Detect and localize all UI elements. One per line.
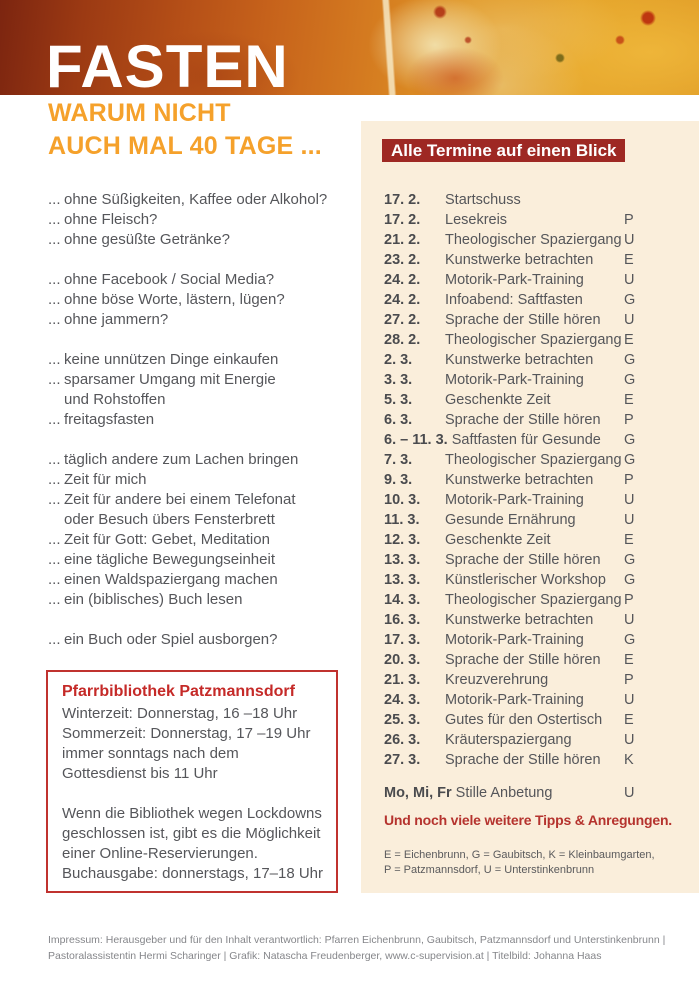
schedule-row (384, 410, 646, 430)
schedule-rows (384, 190, 646, 770)
idea-line (48, 350, 364, 370)
ellipsis-prefix: ... (48, 191, 61, 208)
schedule-date: 6. 3. (384, 412, 413, 428)
schedule-date: 26. 3. (384, 732, 421, 748)
idea-text: ohne jammern? (64, 311, 169, 328)
idea-text: Zeit für Gott: Gebet, Meditation (64, 531, 270, 548)
idea-text: und Rohstoffen (64, 391, 166, 408)
schedule-event: Motorik-Park-Training (445, 632, 584, 648)
idea-line (48, 290, 364, 310)
weekly-event: Stille Anbetung (455, 785, 553, 801)
schedule-event: Künstlerischer Workshop (445, 572, 606, 588)
schedule-row (384, 390, 646, 410)
ellipsis-prefix: ... (48, 371, 61, 388)
schedule-event: Theologischer Spaziergang (445, 452, 622, 468)
schedule-location: G (624, 632, 636, 648)
schedule-location: U (624, 232, 635, 248)
library-box (46, 670, 338, 893)
schedule-location: P (624, 212, 634, 228)
schedule-date: 21. 3. (384, 672, 421, 688)
schedule-row (384, 510, 646, 530)
schedule-location: G (624, 572, 636, 588)
schedule-location: U (624, 512, 635, 528)
schedule-event: Theologischer Spaziergang (445, 232, 622, 248)
ellipsis-prefix: ... (48, 411, 61, 428)
library-line: einer Online-Reservierungen. (62, 845, 258, 862)
schedule-location: U (624, 312, 635, 328)
legend-line-2: P = Patzmannsdorf, U = Unterstinkenbrunn (384, 864, 595, 876)
schedule-event: Motorik-Park-Training (445, 492, 584, 508)
schedule-event: Sprache der Stille hören (445, 412, 601, 428)
idea-line (48, 490, 364, 510)
idea-text: freitagsfasten (64, 411, 155, 428)
more-tips-text: Und noch viele weitere Tipps & Anregungen. (384, 812, 672, 828)
schedule-event: Kräuterspaziergang (445, 732, 572, 748)
ellipsis-prefix: ... (48, 531, 61, 548)
schedule-row (384, 370, 646, 390)
schedule-location: G (624, 552, 636, 568)
schedule-row (384, 250, 646, 270)
schedule-date: 13. 3. (384, 552, 421, 568)
idea-line (48, 230, 364, 250)
schedule-location: U (624, 612, 635, 628)
schedule-event: Saftfasten für Gesunde (451, 432, 601, 448)
schedule-row (384, 650, 646, 670)
schedule-date: 11. 3. (384, 512, 420, 528)
schedule-event: Kreuzverehrung (445, 672, 549, 688)
schedule-event: Sprache der Stille hören (445, 652, 601, 668)
ellipsis-prefix: ... (48, 211, 61, 228)
schedule-event: Geschenkte Zeit (445, 532, 551, 548)
schedule-event: Geschenkte Zeit (445, 392, 551, 408)
schedule-row (384, 710, 646, 730)
schedule-date: 21. 2. (384, 232, 421, 248)
idea-line (48, 630, 364, 650)
schedule-event: Sprache der Stille hören (445, 312, 601, 328)
schedule-panel (361, 121, 699, 893)
idea-text: ein Buch oder Spiel ausborgen? (64, 631, 278, 648)
schedule-location: P (624, 672, 634, 688)
schedule-row (384, 570, 646, 590)
schedule-location: P (624, 412, 634, 428)
schedule-date: 10. 3. (384, 492, 421, 508)
weekly-days: Mo, Mi, Fr (384, 785, 452, 801)
schedule-date: 24. 2. (384, 272, 421, 288)
schedule-row (384, 590, 646, 610)
schedule-location (624, 190, 646, 210)
library-line: Sommerzeit: Donnerstag, 17 –19 Uhr (62, 725, 311, 742)
schedule-location: E (624, 332, 634, 348)
library-line: immer sonntags nach dem (62, 745, 239, 762)
schedule-event: Kunstwerke betrachten (445, 612, 594, 628)
schedule-location: U (624, 272, 635, 288)
schedule-date: 17. 3. (384, 632, 421, 648)
schedule-event: Motorik-Park-Training (445, 372, 584, 388)
idea-line (48, 590, 364, 610)
schedule-row (384, 350, 646, 370)
ellipsis-prefix: ... (48, 491, 61, 508)
ellipsis-prefix: ... (48, 591, 61, 608)
impressum (48, 932, 665, 964)
idea-text: täglich andere zum Lachen bringen (64, 451, 299, 468)
schedule-location: G (624, 352, 636, 368)
schedule-row (384, 670, 646, 690)
idea-line (48, 550, 364, 570)
idea-line (48, 510, 364, 530)
library-line: Buchausgabe: donnerstags, 17–18 Uhr (62, 865, 324, 882)
schedule-event: Startschuss (445, 192, 521, 208)
schedule-event: Theologischer Spaziergang (445, 332, 622, 348)
schedule-event: Motorik-Park-Training (445, 272, 584, 288)
impressum-line-2: Pastoralassistentin Hermi Scharinger | Grafik: Natascha Freudenberger, www.c-supervision.at | Titelbild: Johanna Haas (48, 950, 602, 962)
location-legend (384, 848, 655, 878)
schedule-location: E (624, 652, 634, 668)
impressum-line-1: Impressum: Herausgeber und für den Inhalt verantwortlich: Pfarren Eichenbrunn, Gaubitsch, Patzmannsdorf und Unterstinkenbrunn | (48, 934, 666, 946)
ellipsis-prefix: ... (48, 551, 61, 568)
schedule-row (384, 550, 646, 570)
schedule-row (384, 450, 646, 470)
schedule-date: 13. 3. (384, 572, 421, 588)
schedule-event: Kunstwerke betrachten (445, 352, 594, 368)
idea-line (48, 570, 364, 590)
schedule-row (384, 270, 646, 290)
schedule-event: Theologischer Spaziergang (445, 592, 622, 608)
fasting-ideas-list (48, 190, 364, 650)
schedule-date: 5. 3. (384, 392, 413, 408)
schedule-row (384, 330, 646, 350)
schedule-row (384, 430, 646, 450)
ellipsis-prefix (48, 510, 64, 530)
schedule-event: Gesunde Ernährung (445, 512, 576, 528)
schedule-event: Gutes für den Ostertisch (445, 712, 603, 728)
ellipsis-prefix: ... (48, 571, 61, 588)
schedule-location: P (624, 592, 634, 608)
schedule-date: 14. 3. (384, 592, 421, 608)
ellipsis-prefix: ... (48, 271, 61, 288)
ellipsis-prefix (48, 390, 64, 410)
schedule-row (384, 230, 646, 250)
schedule-row (384, 730, 646, 750)
library-line: Gottesdienst bis 11 Uhr (62, 765, 218, 782)
schedule-location: E (624, 712, 634, 728)
schedule-row (384, 690, 646, 710)
ellipsis-prefix: ... (48, 231, 61, 248)
idea-line (48, 310, 364, 330)
schedule-event: Kunstwerke betrachten (445, 252, 594, 268)
idea-line (48, 530, 364, 550)
idea-text: ohne Facebook / Social Media? (64, 271, 275, 288)
schedule-location: U (624, 492, 635, 508)
idea-text: oder Besuch übers Fensterbrett (64, 511, 275, 528)
idea-line (48, 210, 364, 230)
schedule-location: U (624, 732, 635, 748)
schedule-date: 3. 3. (384, 372, 413, 388)
ellipsis-prefix: ... (48, 291, 61, 308)
schedule-row (384, 530, 646, 550)
schedule-event: Lesekreis (445, 212, 508, 228)
schedule-location: E (624, 392, 634, 408)
schedule-location: P (624, 472, 634, 488)
ellipsis-prefix: ... (48, 471, 61, 488)
schedule-date: 20. 3. (384, 652, 421, 668)
schedule-row (384, 610, 646, 630)
schedule-date: 27. 3. (384, 752, 421, 768)
schedule-row (384, 490, 646, 510)
ellipsis-prefix: ... (48, 351, 61, 368)
schedule-event: Sprache der Stille hören (445, 552, 601, 568)
schedule-date: 28. 2. (384, 332, 421, 348)
schedule-location: G (624, 432, 636, 448)
schedule-row (384, 750, 646, 770)
idea-text: keine unnützen Dinge einkaufen (64, 351, 279, 368)
library-line: Winterzeit: Donnerstag, 16 –18 Uhr (62, 705, 298, 722)
library-lines (62, 704, 322, 884)
weekly-location: U (624, 785, 635, 801)
idea-text: Zeit für andere bei einem Telefonat (64, 491, 296, 508)
idea-line (48, 470, 364, 490)
schedule-row (384, 190, 646, 210)
schedule-location: G (624, 372, 636, 388)
schedule-date: 23. 2. (384, 252, 421, 268)
schedule-date: 16. 3. (384, 612, 421, 628)
schedule-event: Infoabend: Saftfasten (445, 292, 583, 308)
schedule-location: E (624, 532, 634, 548)
idea-text: ohne Fleisch? (64, 211, 158, 228)
schedule-event: Sprache der Stille hören (445, 752, 601, 768)
library-line: geschlossen ist, gibt es die Möglichkeit (62, 825, 321, 842)
idea-line (48, 450, 364, 470)
schedule-location: G (624, 292, 636, 308)
idea-text: Zeit für mich (64, 471, 147, 488)
schedule-date: 2. 3. (384, 352, 413, 368)
schedule-date: 24. 2. (384, 292, 421, 308)
idea-text: ohne böse Worte, lästern, lügen? (64, 291, 285, 308)
subtitle-line-2: AUCH MAL 40 TAGE ... (48, 132, 322, 160)
schedule-date: 17. 2. (384, 212, 421, 228)
schedule-date: 24. 3. (384, 692, 421, 708)
schedule-date: 17. 2. (384, 192, 421, 208)
schedule-location: U (624, 692, 635, 708)
idea-text: eine tägliche Bewegungseinheit (64, 551, 275, 568)
schedule-date: 7. 3. (384, 452, 413, 468)
idea-line (48, 390, 364, 410)
idea-text: einen Waldspaziergang machen (64, 571, 278, 588)
idea-line (48, 270, 364, 290)
idea-text: sparsamer Umgang mit Energie (64, 371, 276, 388)
subtitle-line-1: WARUM NICHT (48, 99, 231, 127)
idea-text: ohne gesüßte Getränke? (64, 231, 230, 248)
schedule-row (384, 210, 646, 230)
schedule-date: 6. – 11. 3. (384, 432, 448, 448)
schedule-row (384, 310, 646, 330)
idea-line (48, 370, 364, 390)
legend-line-1: E = Eichenbrunn, G = Gaubitsch, K = Kleinbaumgarten, (384, 849, 655, 861)
schedule-location: E (624, 252, 634, 268)
schedule-heading: Alle Termine auf einen Blick (382, 139, 625, 162)
schedule-date: 9. 3. (384, 472, 413, 488)
schedule-date: 25. 3. (384, 712, 421, 728)
page-title: FASTEN (46, 33, 289, 100)
schedule-row (384, 290, 646, 310)
schedule-date: 12. 3. (384, 532, 421, 548)
schedule-location: G (624, 452, 636, 468)
schedule-event: Kunstwerke betrachten (445, 472, 594, 488)
ellipsis-prefix: ... (48, 631, 61, 648)
schedule-row (384, 470, 646, 490)
library-title: Pfarrbibliothek Patzmannsdorf (62, 683, 295, 700)
idea-text: ein (biblisches) Buch lesen (64, 591, 243, 608)
ellipsis-prefix: ... (48, 451, 61, 468)
schedule-event: Motorik-Park-Training (445, 692, 584, 708)
ellipsis-prefix: ... (48, 311, 61, 328)
idea-line (48, 190, 364, 210)
idea-text: ohne Süßigkeiten, Kaffee oder Alkohol? (64, 191, 328, 208)
schedule-location: K (624, 752, 634, 768)
schedule-date: 27. 2. (384, 312, 421, 328)
weekly-schedule-row (384, 783, 646, 803)
schedule-row (384, 630, 646, 650)
idea-line (48, 410, 364, 430)
library-line: Wenn die Bibliothek wegen Lockdowns (62, 805, 322, 822)
page-subtitle (48, 97, 322, 163)
library-line (62, 784, 322, 804)
